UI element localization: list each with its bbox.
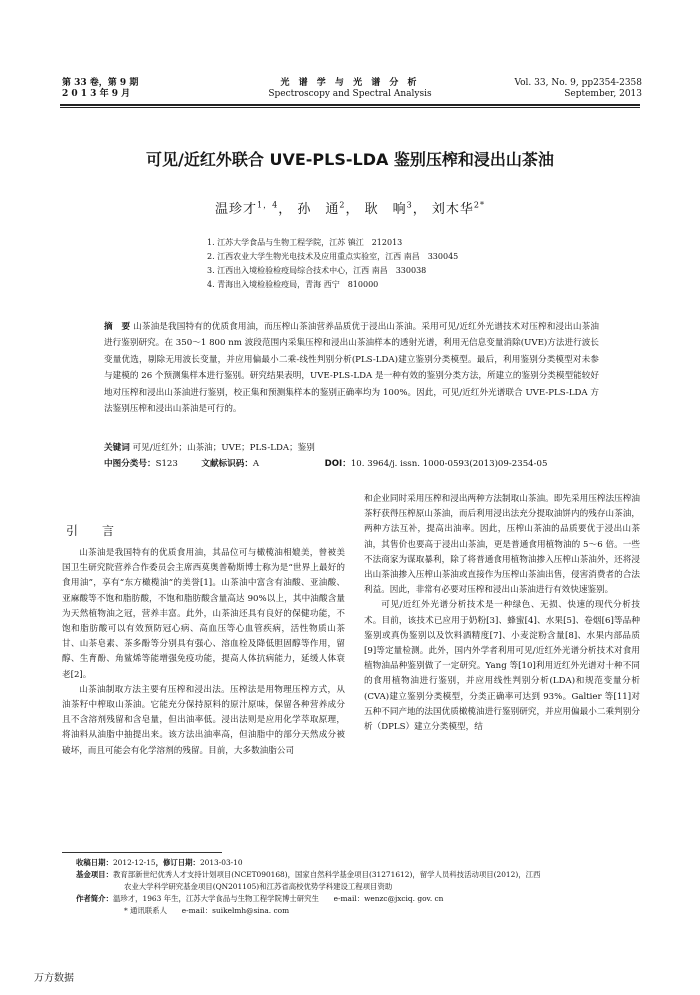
- abstract-label: 摘 要: [104, 322, 131, 332]
- clc-value: S123: [155, 459, 178, 469]
- journal-name-cn: 光 谱 学 与 光 谱 分 析: [280, 78, 420, 88]
- watermark: 万方数据: [34, 973, 74, 984]
- body-paragraph: 山茶油是我国特有的优质食用油，其品位可与橄榄油相媲美，曾被美国卫生研究院营养合作委员会主席西莫奥普勒斯博士称为是“世界上最好的食用油”，享有“东方橄榄油”的美誉[1]。山茶油中富含有油酸、亚油酸、亚麻酸等不饱和脂肪酸，不饱和脂肪酸含量高达 90%以上，其中油酸含量为天然植物油之冠，营养丰富。此外，山茶油还具有良好的保健功能，不饱和脂肪酸可以有效预防冠心病、高血压等心血管疾病，活性物质山茶甘、山茶皂素、茶多酚等分别具有强心、溶血栓及降低胆固醇等作用，留醇、生育酚、角鲨烯等能增强免疫功能，提高人体抗病能力，延缓人体衰老[2]。: [62, 548, 345, 680]
- fund-text: 教育部新世纪优秀人才支持计划项目(NCET090168)，国家自然科学基金项目(31271612)，留学人员科技活动项目(2012)，江西: [112, 870, 541, 879]
- revised-date: 2013-03-10: [199, 858, 243, 867]
- header-rule-thin: [60, 107, 640, 108]
- clc-label: 中图分类号：: [104, 459, 156, 469]
- doccode-value: A: [252, 459, 260, 469]
- fund-label: 基金项目：: [76, 870, 113, 879]
- author-affil-mark: 2*: [473, 200, 485, 210]
- publication-date: 2 0 1 3 年 9 月: [62, 89, 131, 99]
- doi-value: 10. 3964/j. issn. 1000-0593(2013)09-2354-05: [350, 459, 548, 469]
- author-affil-mark: 1，4: [257, 200, 279, 210]
- right-column: [364, 492, 640, 735]
- footnote-dates: [76, 857, 642, 869]
- abstract-text: 山茶油是我国特有的优质食用油，而压榨山茶油营养品质优于浸出山茶油。采用可见/近红外光谱技术对压榨和浸出山茶油进行鉴别研究。在 350～1 800 nm 波段范围内采集压榨和浸出山茶油样本的透射光谱，利用无信息变量消除(UVE)方法进行波长变量优选，剔除无用波长变量，并应用偏最小二乘-线性判别分析(PLS-LDA)建立鉴别分类模型。最后，利用鉴别分类模型对未参与建模的 26 个预测集样本进行鉴别。研究结果表明，UVE-PLS-LDA 是一种有效的鉴别分类方法，所建立的鉴别分类模型能较好地对压榨和浸出山茶油进行鉴别，校正集和预测集样本的鉴别正确率均为 100%。因此，可见/近红外光谱联合 UVE-PLS-LDA 方法鉴别压榨和浸出山茶油是可行的。: [104, 322, 599, 415]
- body-paragraph: 可见/近红外光谱分析技术是一种绿色、无损、快速的现代分析技术。目前，该技术已应用于奶粉[3]、蜂蜜[4]、水果[5]、卷烟[6]等品种鉴别或真伪鉴别以及饮料酒精度[7]、小麦淀粉含量[8]、水果内部品质[9]等定量检测。此外，国内外学者利用可见/近红外光谱分析技术对食用植物油品种鉴别做了一定研究。Yang 等[10]利用近红外光谱对十种不同的食用植物油进行鉴别，并应用线性判别分析(LDA)和规范变量分析(CVA)建立鉴别分类模型，分类正确率可达到 93%。Galtier 等[11]对五种不同产地的法国优质橄榄油进行鉴别研究，并应用偏最小二乘判别分析（DPLS）建立分类模型，结: [364, 600, 640, 733]
- keywords-label: 关键词: [104, 443, 130, 453]
- publication-month: September, 2013: [564, 89, 642, 99]
- volume-pages: Vol. 33, No. 9, pp2354-2358: [514, 78, 642, 88]
- author-name: 耿 响: [364, 202, 407, 217]
- footnote-fund: [76, 869, 642, 881]
- abstract: [104, 319, 599, 417]
- author-affil-mark: 2: [339, 200, 346, 210]
- author-list: 温珍才$^{1,4}$， 孙 通$^2$， 耿 响$^3$， 刘木华$^{2*}$: [215, 200, 485, 217]
- keywords-line: [104, 440, 599, 456]
- affiliation: 2. 江西农业大学生物光电技术及应用重点实验室，江西 南昌 330045: [207, 252, 459, 261]
- journal-pages-info: [514, 78, 642, 100]
- author-name: 刘木华: [431, 202, 474, 217]
- author-info-text: 温珍才，1963 年生，江苏大学食品与生物工程学院博士研究生 e-mail：wenzc@jxciq. gov. cn: [112, 894, 444, 903]
- affiliation-list: [207, 236, 458, 292]
- footnote-fund-cont: 农业大学科学研究基金项目(QN201105)和江苏省高校优势学科建设工程项目资助: [124, 882, 393, 891]
- doi-label: DOI：: [324, 459, 351, 469]
- section-title-introduction: 引 言: [66, 524, 121, 538]
- affiliation: 4. 青海出入境检验检疫局，青海 西宁 810000: [207, 280, 379, 289]
- classification-line: [104, 456, 599, 472]
- affiliation: 3. 江西出入境检验检疫局综合技术中心，江西 南昌 330038: [207, 266, 427, 275]
- volume-issue: 第 33 卷，第 9 期: [62, 78, 139, 88]
- footnote-author: [76, 893, 642, 905]
- author-info-label: 作者简介：: [76, 894, 113, 903]
- left-column: [62, 546, 345, 759]
- footnote: [76, 857, 642, 917]
- keywords-text: 可见/近红外；山茶油；UVE；PLS-LDA；鉴别: [132, 443, 315, 453]
- body-paragraph: 和企业同时采用压榨和浸出两种方法制取山茶油。即先采用压榨法压榨油茶籽获得压榨原山茶油，而后利用浸出法充分提取油饼内的残存山茶油，两种方法互补，提高出油率。因此，压榨山茶油的品质要优于浸出山茶油，其售价也要高于浸出山茶油，更是普通食用植物油的 5～6 倍。一些不法商家为谋取暴利，除了将普通食用植物油掺入压榨山茶油外，还将浸出山茶油掺入压榨山茶油或直接作为压榨山茶油出售，侵害消费者的合法利益。因此，非常有必要对压榨和浸出山茶油进行有效快速鉴别。: [364, 494, 640, 596]
- author-affil-mark: 3: [406, 200, 413, 210]
- body-paragraph: 山茶油制取方法主要有压榨和浸出法。压榨法是用物理压榨方式，从油茶籽中榨取山茶油。它能充分保持原料的原汁原味，保留各种营养成分且不含溶剂残留和含皂量，但出油率低。浸出法则是应用化学萃取原理，将油料从油脂中抽提出来。该方法出油率高，但油脂中的部分天然成分被破坏，而且可能会有化学溶剂的残留。目前，大多数油脂公司: [62, 684, 345, 756]
- received-date: 2012-12-15: [112, 858, 156, 867]
- affiliation: 1. 江苏大学食品与生物工程学院，江苏 镇江 212013: [207, 238, 403, 247]
- footnote-rule: [62, 852, 222, 853]
- paper-title: 可见/近红外联合 UVE-PLS-LDA 鉴别压榨和浸出山茶油: [146, 150, 554, 169]
- header-rule: [60, 104, 640, 106]
- revised-label: ，修订日期：: [155, 858, 200, 867]
- footnote-contact: * 通讯联系人 e-mail：suikelmh@sina. com: [124, 906, 290, 915]
- author-name: 温珍才: [215, 202, 258, 217]
- journal-name-en: Spectroscopy and Spectral Analysis: [268, 89, 432, 99]
- doccode-label: 文献标识码：: [201, 459, 253, 469]
- keywords-block: [104, 440, 599, 472]
- author-name: 孙 通: [297, 202, 340, 217]
- received-label: 收稿日期：: [76, 858, 113, 867]
